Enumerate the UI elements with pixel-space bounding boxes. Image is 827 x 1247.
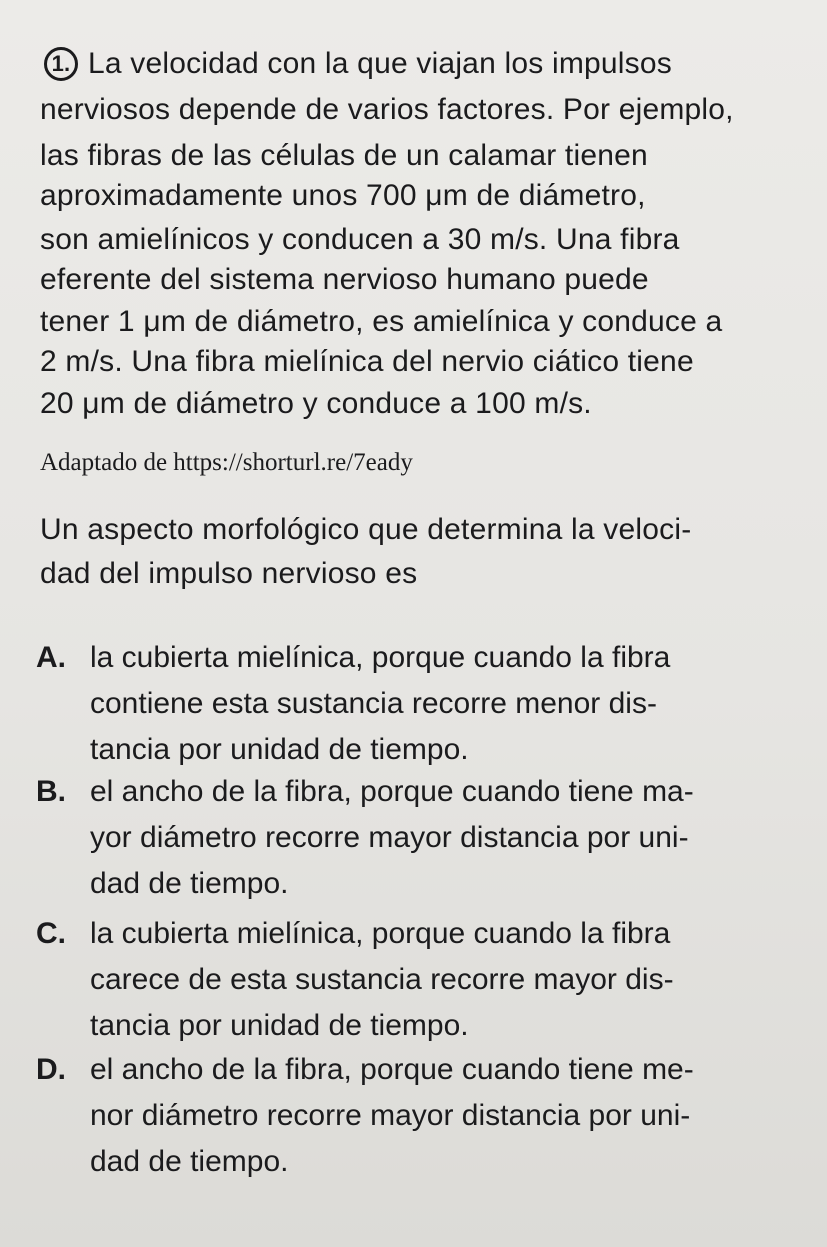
option-a-line-3[interactable]: tancia por unidad de tiempo.: [90, 733, 469, 766]
option-c-letter[interactable]: C.: [36, 917, 66, 950]
option-b-letter[interactable]: B.: [36, 775, 66, 808]
option-a-line-1[interactable]: la cubierta mielínica, porque cuando la fibra: [90, 641, 671, 674]
option-c-line-1[interactable]: la cubierta mielínica, porque cuando la fibra: [90, 917, 671, 950]
passage-line-8: 2 m/s. Una fibra mielínica del nervio ciático tiene: [40, 345, 694, 378]
passage-text: La velocidad con la que viajan los impulsos: [88, 47, 672, 80]
option-a-letter[interactable]: A.: [36, 641, 66, 674]
option-d-line-1[interactable]: el ancho de la fibra, porque cuando tiene me-: [90, 1053, 694, 1086]
option-b-line-2[interactable]: yor diámetro recorre mayor distancia por uni-: [90, 821, 689, 854]
option-c-line-2[interactable]: carece de esta sustancia recorre mayor dis-: [90, 963, 674, 996]
passage-line-2: nerviosos depende de varios factores. Por ejemplo,: [40, 93, 734, 126]
option-d-line-2[interactable]: nor diámetro recorre mayor distancia por uni-: [90, 1099, 691, 1132]
option-b-line-1[interactable]: el ancho de la fibra, porque cuando tiene ma-: [90, 775, 694, 808]
passage-line-7: tener 1 μm de diámetro, es amielínica y conduce a: [40, 305, 723, 338]
option-d-letter[interactable]: D.: [36, 1053, 66, 1086]
option-c-line-3[interactable]: tancia por unidad de tiempo.: [90, 1009, 469, 1042]
question-stem-line-2: dad del impulso nervioso es: [40, 557, 418, 590]
option-d-line-3[interactable]: dad de tiempo.: [90, 1145, 289, 1178]
question-number-badge: 1.: [44, 47, 78, 81]
passage-line-6: eferente del sistema nervioso humano puede: [40, 263, 649, 296]
passage-line-9: 20 μm de diámetro y conduce a 100 m/s.: [40, 387, 592, 420]
option-a-line-2[interactable]: contiene esta sustancia recorre menor dis-: [90, 687, 657, 720]
passage-line-5: son amielínicos y conducen a 30 m/s. Una fibra: [40, 223, 680, 256]
source-citation: Adaptado de https://shorturl.re/7eady: [40, 449, 413, 476]
option-b-line-3[interactable]: dad de tiempo.: [90, 867, 289, 900]
passage-line-1: [44, 46, 804, 82]
passage-line-4: aproximadamente unos 700 μm de diámetro,: [40, 179, 646, 212]
question-stem-line-1: Un aspecto morfológico que determina la veloci-: [40, 513, 692, 546]
passage-line-3: las fibras de las células de un calamar tienen: [40, 139, 648, 172]
